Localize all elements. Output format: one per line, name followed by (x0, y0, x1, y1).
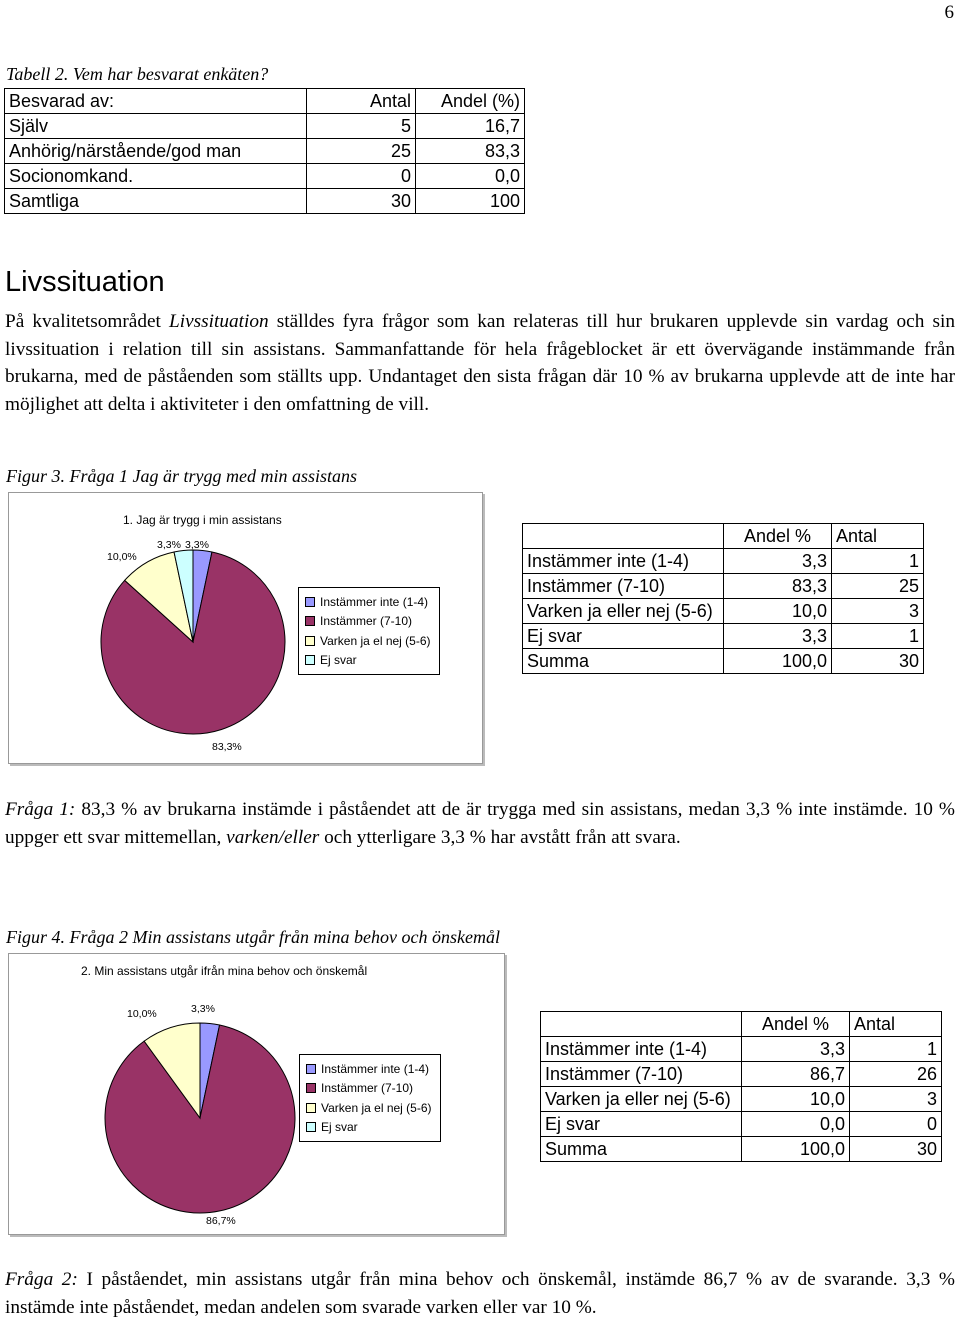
figure4-chart (8, 953, 505, 1235)
table-cell: 83,3 (416, 139, 525, 164)
figure4-table (540, 1011, 942, 1162)
comment-label: Fråga 1: (5, 799, 76, 820)
legend-swatch (305, 597, 315, 607)
data-label: 3,3% (157, 539, 181, 551)
paragraph-text: På kvalitetsområdet (5, 311, 169, 332)
table-header-row (5, 89, 525, 114)
table-cell: 3,3 (724, 624, 832, 649)
figure3-comment (5, 796, 955, 851)
pie-slices (105, 1023, 295, 1213)
table-cell: 3,3 (742, 1037, 850, 1062)
table-header-cell: Andel % (742, 1012, 850, 1037)
chart-legend (298, 587, 440, 675)
comment-label: Fråga 2: (5, 1269, 78, 1290)
legend-label: Varken ja el nej (5-6) (320, 633, 431, 648)
comment-emphasis: varken/eller (226, 826, 320, 848)
table-cell: 30 (850, 1137, 942, 1162)
table-cell: 100,0 (724, 649, 832, 674)
table-row (523, 624, 924, 649)
table-row (541, 1037, 942, 1062)
table-header-cell (541, 1012, 742, 1037)
legend-item (306, 1059, 432, 1079)
table-row (541, 1087, 942, 1112)
chart-legend (299, 1054, 441, 1142)
chart-title: 2. Min assistans utgår ifrån mina behov och önskemål (81, 964, 368, 978)
table-cell: 0 (850, 1112, 942, 1137)
table-cell: 0 (307, 164, 416, 189)
comment-text: och ytterligare 3,3 % har avstått från att svara. (319, 826, 681, 848)
legend-item (305, 592, 431, 612)
legend-swatch (306, 1083, 316, 1093)
table-cell: 100 (416, 189, 525, 214)
respondent-table (4, 88, 525, 214)
section-paragraph (5, 308, 955, 418)
table-cell: 10,0 (724, 599, 832, 624)
legend-swatch (305, 636, 315, 646)
table-header-cell: Besvarad av: (5, 89, 307, 114)
legend-item (306, 1118, 432, 1138)
legend-label: Instämmer inte (1-4) (320, 594, 429, 609)
legend-swatch (306, 1064, 316, 1074)
table-header-cell: Antal (832, 524, 924, 549)
section-heading: Livssituation (5, 266, 165, 298)
table-cell: 3 (832, 599, 924, 624)
legend-swatch (306, 1103, 316, 1113)
legend-label: Instämmer inte (1-4) (321, 1061, 430, 1076)
table-row (5, 189, 525, 214)
data-label: 83,3% (212, 741, 242, 753)
legend-item (305, 631, 431, 651)
chart-title: 1. Jag är trygg i min assistans (123, 513, 282, 527)
table-cell: 30 (832, 649, 924, 674)
table-cell: 3 (850, 1087, 942, 1112)
paragraph-text: ställdes fyra frågor som kan relateras till hur brukaren upplevde sin vardag och sin livssituation i relation till sin assistans. Sammanfattande för hela frågeblocket är ett övervägande instämmande från brukarna, med de påståenden som ställts upp. Undantaget den sista frågan där 10 % av brukarna upplevde att de inte har möjlighet att delta i aktiviteter i den omfattning de vill. (5, 311, 955, 415)
table-cell: 3,3 (724, 549, 832, 574)
table-cell: 100,0 (742, 1137, 850, 1162)
table-cell: Instämmer inte (1-4) (523, 549, 724, 574)
legend-label: Instämmer (7-10) (321, 1081, 414, 1096)
table-row (5, 114, 525, 139)
table-cell: 16,7 (416, 114, 525, 139)
legend-label: Instämmer (7-10) (320, 614, 413, 629)
table-cell: Ej svar (523, 624, 724, 649)
table-cell: Instämmer inte (1-4) (541, 1037, 742, 1062)
table-row (541, 1062, 942, 1087)
figure3-table (522, 523, 924, 674)
table-cell: Summa (523, 649, 724, 674)
legend-item (305, 651, 431, 671)
pie-slices (101, 550, 285, 734)
table-cell: Samtliga (5, 189, 307, 214)
comment-text: I påståendet, min assistans utgår från mina behov och önskemål, instämde 86,7 % av de svarande. 3,3 % instämde inte påståendet, medan andelen som svarade varken eller var 10 %. (5, 1269, 955, 1318)
table-row (541, 1137, 942, 1162)
figure4-caption: Figur 4. Fråga 2 Min assistans utgår från mina behov och önskemål (6, 927, 500, 947)
figure3-caption: Figur 3. Fråga 1 Jag är trygg med min assistans (6, 466, 357, 486)
table-row (523, 599, 924, 624)
table-row (523, 549, 924, 574)
data-label: 10,0% (127, 1008, 157, 1020)
legend-swatch (305, 655, 315, 665)
legend-swatch (305, 616, 315, 626)
table-cell: Varken ja eller nej (5-6) (523, 599, 724, 624)
table-cell: 25 (307, 139, 416, 164)
table-cell: 30 (307, 189, 416, 214)
table-row (541, 1112, 942, 1137)
legend-label: Ej svar (320, 653, 357, 668)
table-cell: Instämmer (7-10) (541, 1062, 742, 1087)
table-row (5, 164, 525, 189)
table-cell: Summa (541, 1137, 742, 1162)
paragraph-emphasis: Livssituation (169, 311, 269, 332)
table-cell: Socionomkand. (5, 164, 307, 189)
table-cell: 1 (850, 1037, 942, 1062)
table-header-cell: Antal (307, 89, 416, 114)
page-number: 6 (944, 2, 954, 23)
data-label: 3,3% (191, 1003, 215, 1015)
table-row (523, 649, 924, 674)
table-cell: 10,0 (742, 1087, 850, 1112)
table-cell: 25 (832, 574, 924, 599)
figure4-comment (5, 1266, 955, 1321)
table-cell: Själv (5, 114, 307, 139)
table-row (523, 574, 924, 599)
table-cell: 26 (850, 1062, 942, 1087)
data-label: 86,7% (206, 1215, 236, 1227)
table-cell: 5 (307, 114, 416, 139)
legend-label: Ej svar (321, 1120, 358, 1135)
table-header-cell: Andel (%) (416, 89, 525, 114)
legend-item (306, 1098, 432, 1118)
table-header-cell: Andel % (724, 524, 832, 549)
table-cell: 86,7 (742, 1062, 850, 1087)
table-header-row (541, 1012, 942, 1037)
table-cell: 1 (832, 549, 924, 574)
table-cell: 83,3 (724, 574, 832, 599)
table-header-row (523, 524, 924, 549)
table2-caption: Tabell 2. Vem har besvarat enkäten? (6, 64, 269, 84)
table-cell: 0,0 (416, 164, 525, 189)
data-label: 10,0% (107, 551, 137, 563)
data-label: 3,3% (185, 539, 209, 551)
comment-text: 83,3 % av brukarna instämde i påståendet att de är trygga med sin assistans, medan 3,3 % inte instämde. 10 % uppger ett svar mittemellan, (5, 799, 955, 848)
table-cell: 1 (832, 624, 924, 649)
table-cell: 0,0 (742, 1112, 850, 1137)
legend-item (306, 1079, 432, 1099)
figure3-chart (8, 492, 483, 764)
table-cell: Varken ja eller nej (5-6) (541, 1087, 742, 1112)
table-header-cell: Antal (850, 1012, 942, 1037)
table-row (5, 139, 525, 164)
legend-label: Varken ja el nej (5-6) (321, 1100, 432, 1115)
legend-item (305, 612, 431, 632)
table-header-cell (523, 524, 724, 549)
table-cell: Ej svar (541, 1112, 742, 1137)
table-cell: Anhörig/närstående/god man (5, 139, 307, 164)
table-cell: Instämmer (7-10) (523, 574, 724, 599)
legend-swatch (306, 1122, 316, 1132)
